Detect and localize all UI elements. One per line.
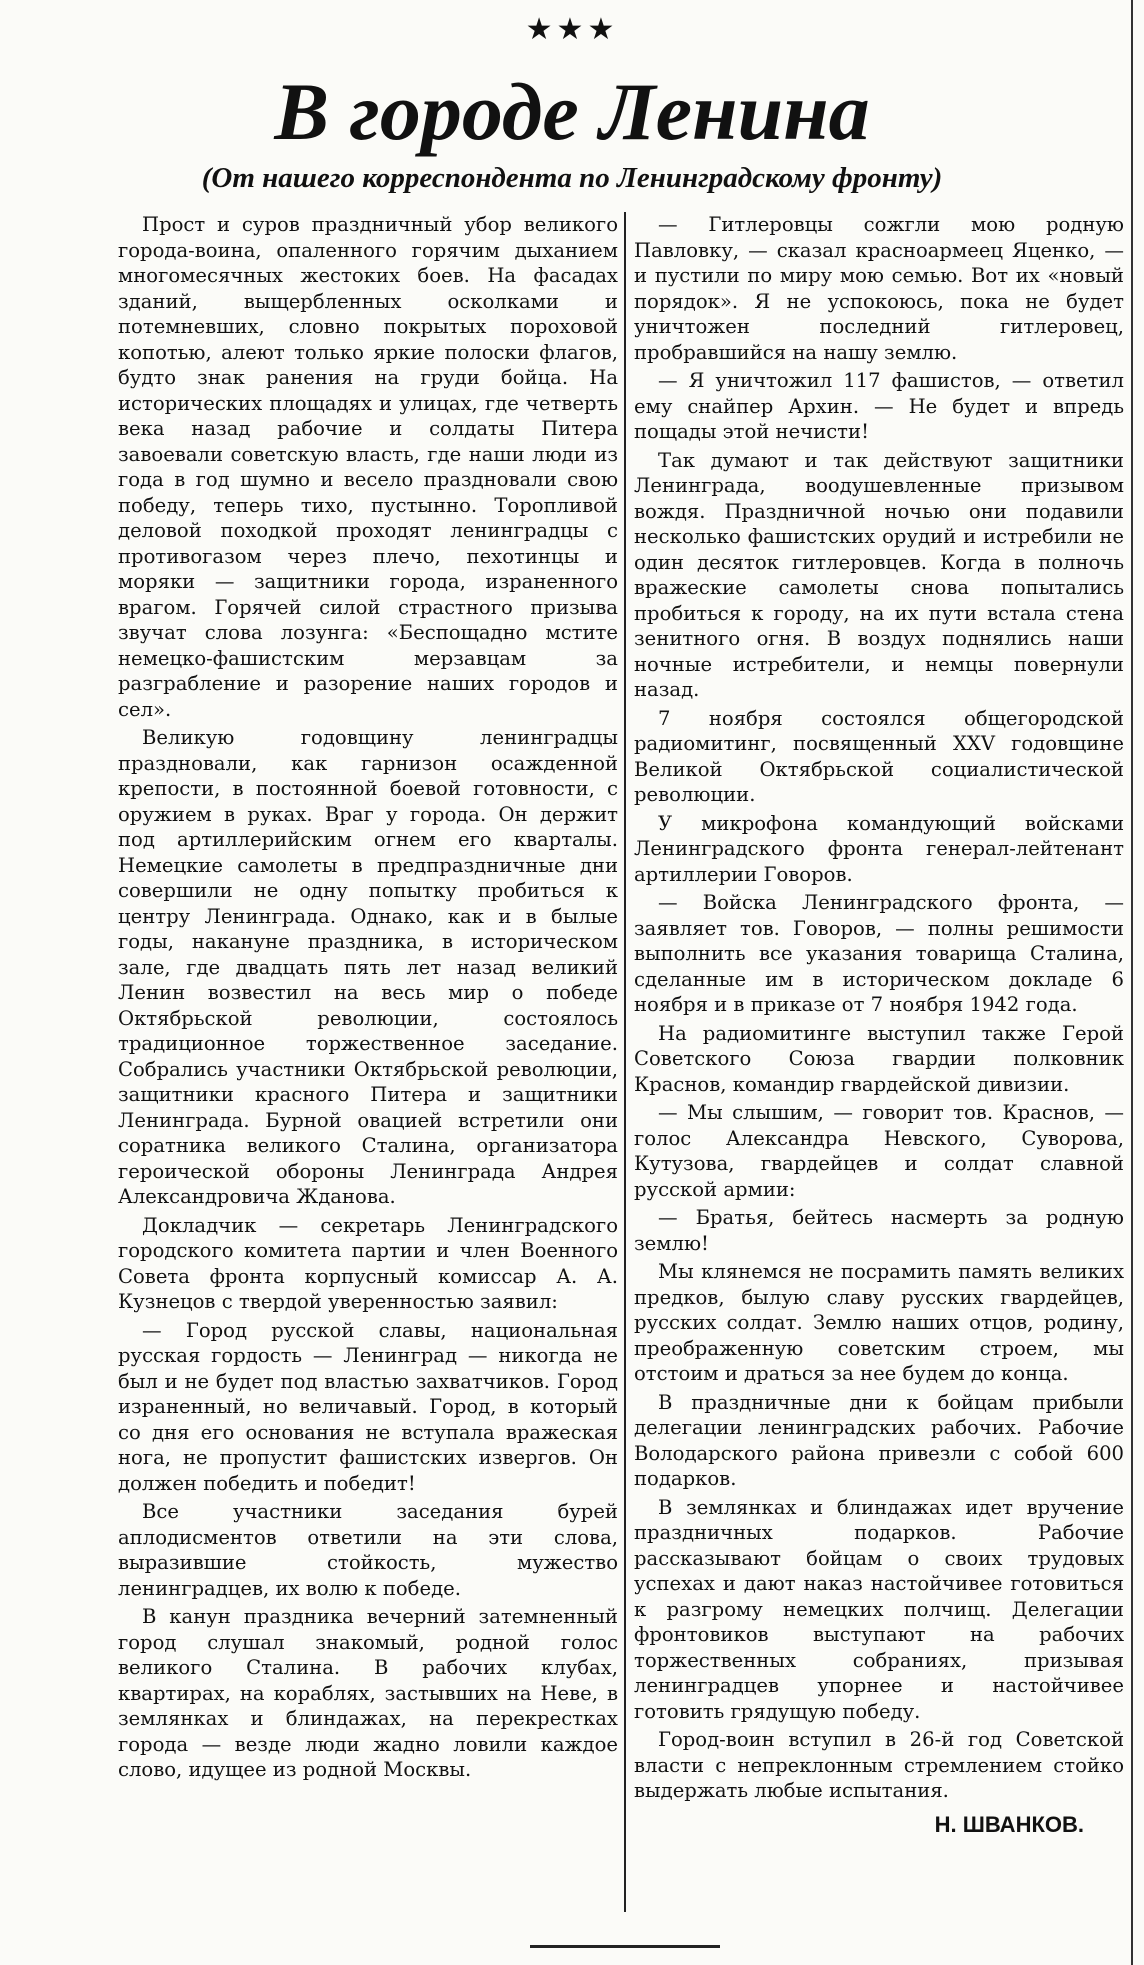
paragraph: Мы клянемся не посрамить память великих предков, былую славу русских гвардейцев, русских солдат. Землю наших отцов, родину, преображенную советским строем, мы отстоим и драться за нее будем до конца.	[634, 1260, 1124, 1385]
article-subtitle: (От нашего корреспондента по Ленинградскому фронту)	[201, 162, 943, 194]
article-title: В городе Ленина	[274, 66, 870, 157]
paragraph: Докладчик — секретарь Ленинградского городского комитета партии и член Военного Совета фронта корпусный комиссар А. А. Кузнецов с твердой уверенностью заявил:	[118, 1213, 618, 1313]
article-column-left	[118, 212, 618, 1786]
paragraph: Так думают и так действуют защитники Ленинграда, воодушевленные призывом вождя. Праздничной ночью они подавили несколько фашистских орудий и истребили не один десяток гитлеровцев. Когда в полночь вражеские самолеты снова попытались пробиться к городу, на их пути встала стена зенитного огня. В воздух поднялись наши ночные истребители, и немцы повернули назад.	[634, 448, 1124, 701]
paragraph: — Гитлеровцы сожгли мою родную Павловку, — сказал красноармеец Яценко, — и пустили по миру мою семью. Вот их «новый порядок». Я не успокоюсь, пока не будет уничтожен последний гитлеровец, пробравшийся на нашу землю.	[634, 213, 1124, 364]
bottom-rule	[530, 1945, 720, 1948]
paragraph: — Я уничтожил 117 фашистов, — ответил ему снайпер Архин. — Не будет и впредь пощады этой нечисти!	[634, 369, 1124, 443]
paragraph: Все участники заседания бурей аплодисментов ответили на эти слова, выразившие стойкость, мужество ленинградцев, их волю к победе.	[118, 1500, 618, 1600]
article-column-right	[634, 212, 1124, 1837]
author-signature: Н. ШВАНКОВ.	[934, 1811, 1084, 1837]
paragraph: — Мы слышим, — говорит тов. Краснов, — голос Александра Невского, Суворова, Кутузова, гвардейцев и солдат славной русской армии:	[634, 1101, 1124, 1201]
paragraph: — Войска Ленинградского фронта, — заявляет тов. Говоров, — полны решимости выполнить все указания товарища Сталина, сделанные им в историческом докладе 6 ноября и в приказе от 7 ноября 1942 года.	[634, 891, 1124, 1016]
paragraph: В праздничные дни к бойцам прибыли делегации ленинградских рабочих. Рабочие Володарского района привезли с собой 600 подарков.	[634, 1390, 1124, 1490]
paragraph: 7 ноября состоялся общегородской радиомитинг, посвященный XXV годовщине Великой Октябрьской социалистической революции.	[634, 706, 1124, 806]
paragraph: Великую годовщину ленинградцы праздновали, как гарнизон осажденной крепости, в постоянной боевой готовности, с оружием в руках. Враг у города. Он держит под артиллерийским огнем его кварталы. Немецкие самолеты в предпраздничные дни совершили не одну попытку пробиться к центру Ленинграда. Однако, как и в былые годы, накануне праздника, в историческом зале, где двадцать пять лет назад великий Ленин возвестил на весь мир о победе Октябрьской революции, состоялось традиционное торжественное заседание. Собрались участники Октябрьской революции, защитники красного Питера и защитники Ленинграда. Бурной овацией встретили они соратника великого Сталина, организатора героической обороны Ленинграда Андрея Александровича Жданова.	[118, 726, 618, 1208]
paragraph: У микрофона командующий войсками Ленинградского фронта генерал-лейтенант артиллерии Говоров.	[634, 811, 1124, 886]
paragraph: — Город русской славы, национальная русская гордость — Ленинград — никогда не был и не будет под властью захватчиков. Город израненный, но величавый. Город, в который со дня его основания не вступала вражеская нога, не пропустит фашистских извергов. Он должен победить и победит!	[118, 1318, 618, 1495]
paragraph: — Братья, бейтесь насмерть за родную землю!	[634, 1206, 1124, 1255]
paragraph: На радиомитинге выступил также Герой Советского Союза гвардии полковник Краснов, командир гвардейской дивизии.	[634, 1021, 1124, 1096]
paragraph: В канун праздника вечерний затемненный город слушал знакомый, родной голос великого Сталина. В рабочих клубах, квартирах, на кораблях, застывших на Неве, в землянках и блиндажах, на перекрестках города — везде люди жадно ловили каждое слово, идущее из родной Москвы.	[118, 1605, 618, 1781]
stars-ornament: ★★★	[525, 12, 619, 47]
page-edge-rule	[1131, 0, 1133, 1965]
paragraph: Город-воин вступил в 26-й год Советской власти с непреклонным стремлением стойко выдержать любые испытания.	[634, 1728, 1124, 1802]
column-divider	[624, 212, 626, 1912]
paragraph: В землянках и блиндажах идет вручение праздничных подарков. Рабочие рассказывают бойцам о своих трудовых успехах и дают наказ настойчивее готовиться к разгрому немецких полчищ. Делегации фронтовиков выступают на рабочих торжественных собраниях, призывая ленинградцев упорнее и настойчивее готовить грядущую победу.	[634, 1495, 1124, 1723]
paragraph: Прост и суров праздничный убор великого города-воина, опаленного горячим дыханием многомесячных жестоких боев. На фасадах зданий, выщербленных осколками и потемневших, словно покрытых пороховой копотью, алеют только яркие полоски флагов, будто знак ранения на груди бойца. На исторических площадях и улицах, где четверть века назад рабочие и солдаты Питера завоевали советскую власть, где наши люди из года в год шумно и весело праздновали свою победу, теперь тихо, пустынно. Торопливой деловой походкой проходят ленинградцы с противогазом через плечо, пехотинцы и моряки — защитники города, израненного врагом. Горячей силой страстного призыва звучат слова лозунга: «Беспощадно мстите немецко-фашистским мерзавцам за разграбление и разорение наших городов и сел».	[118, 213, 618, 721]
